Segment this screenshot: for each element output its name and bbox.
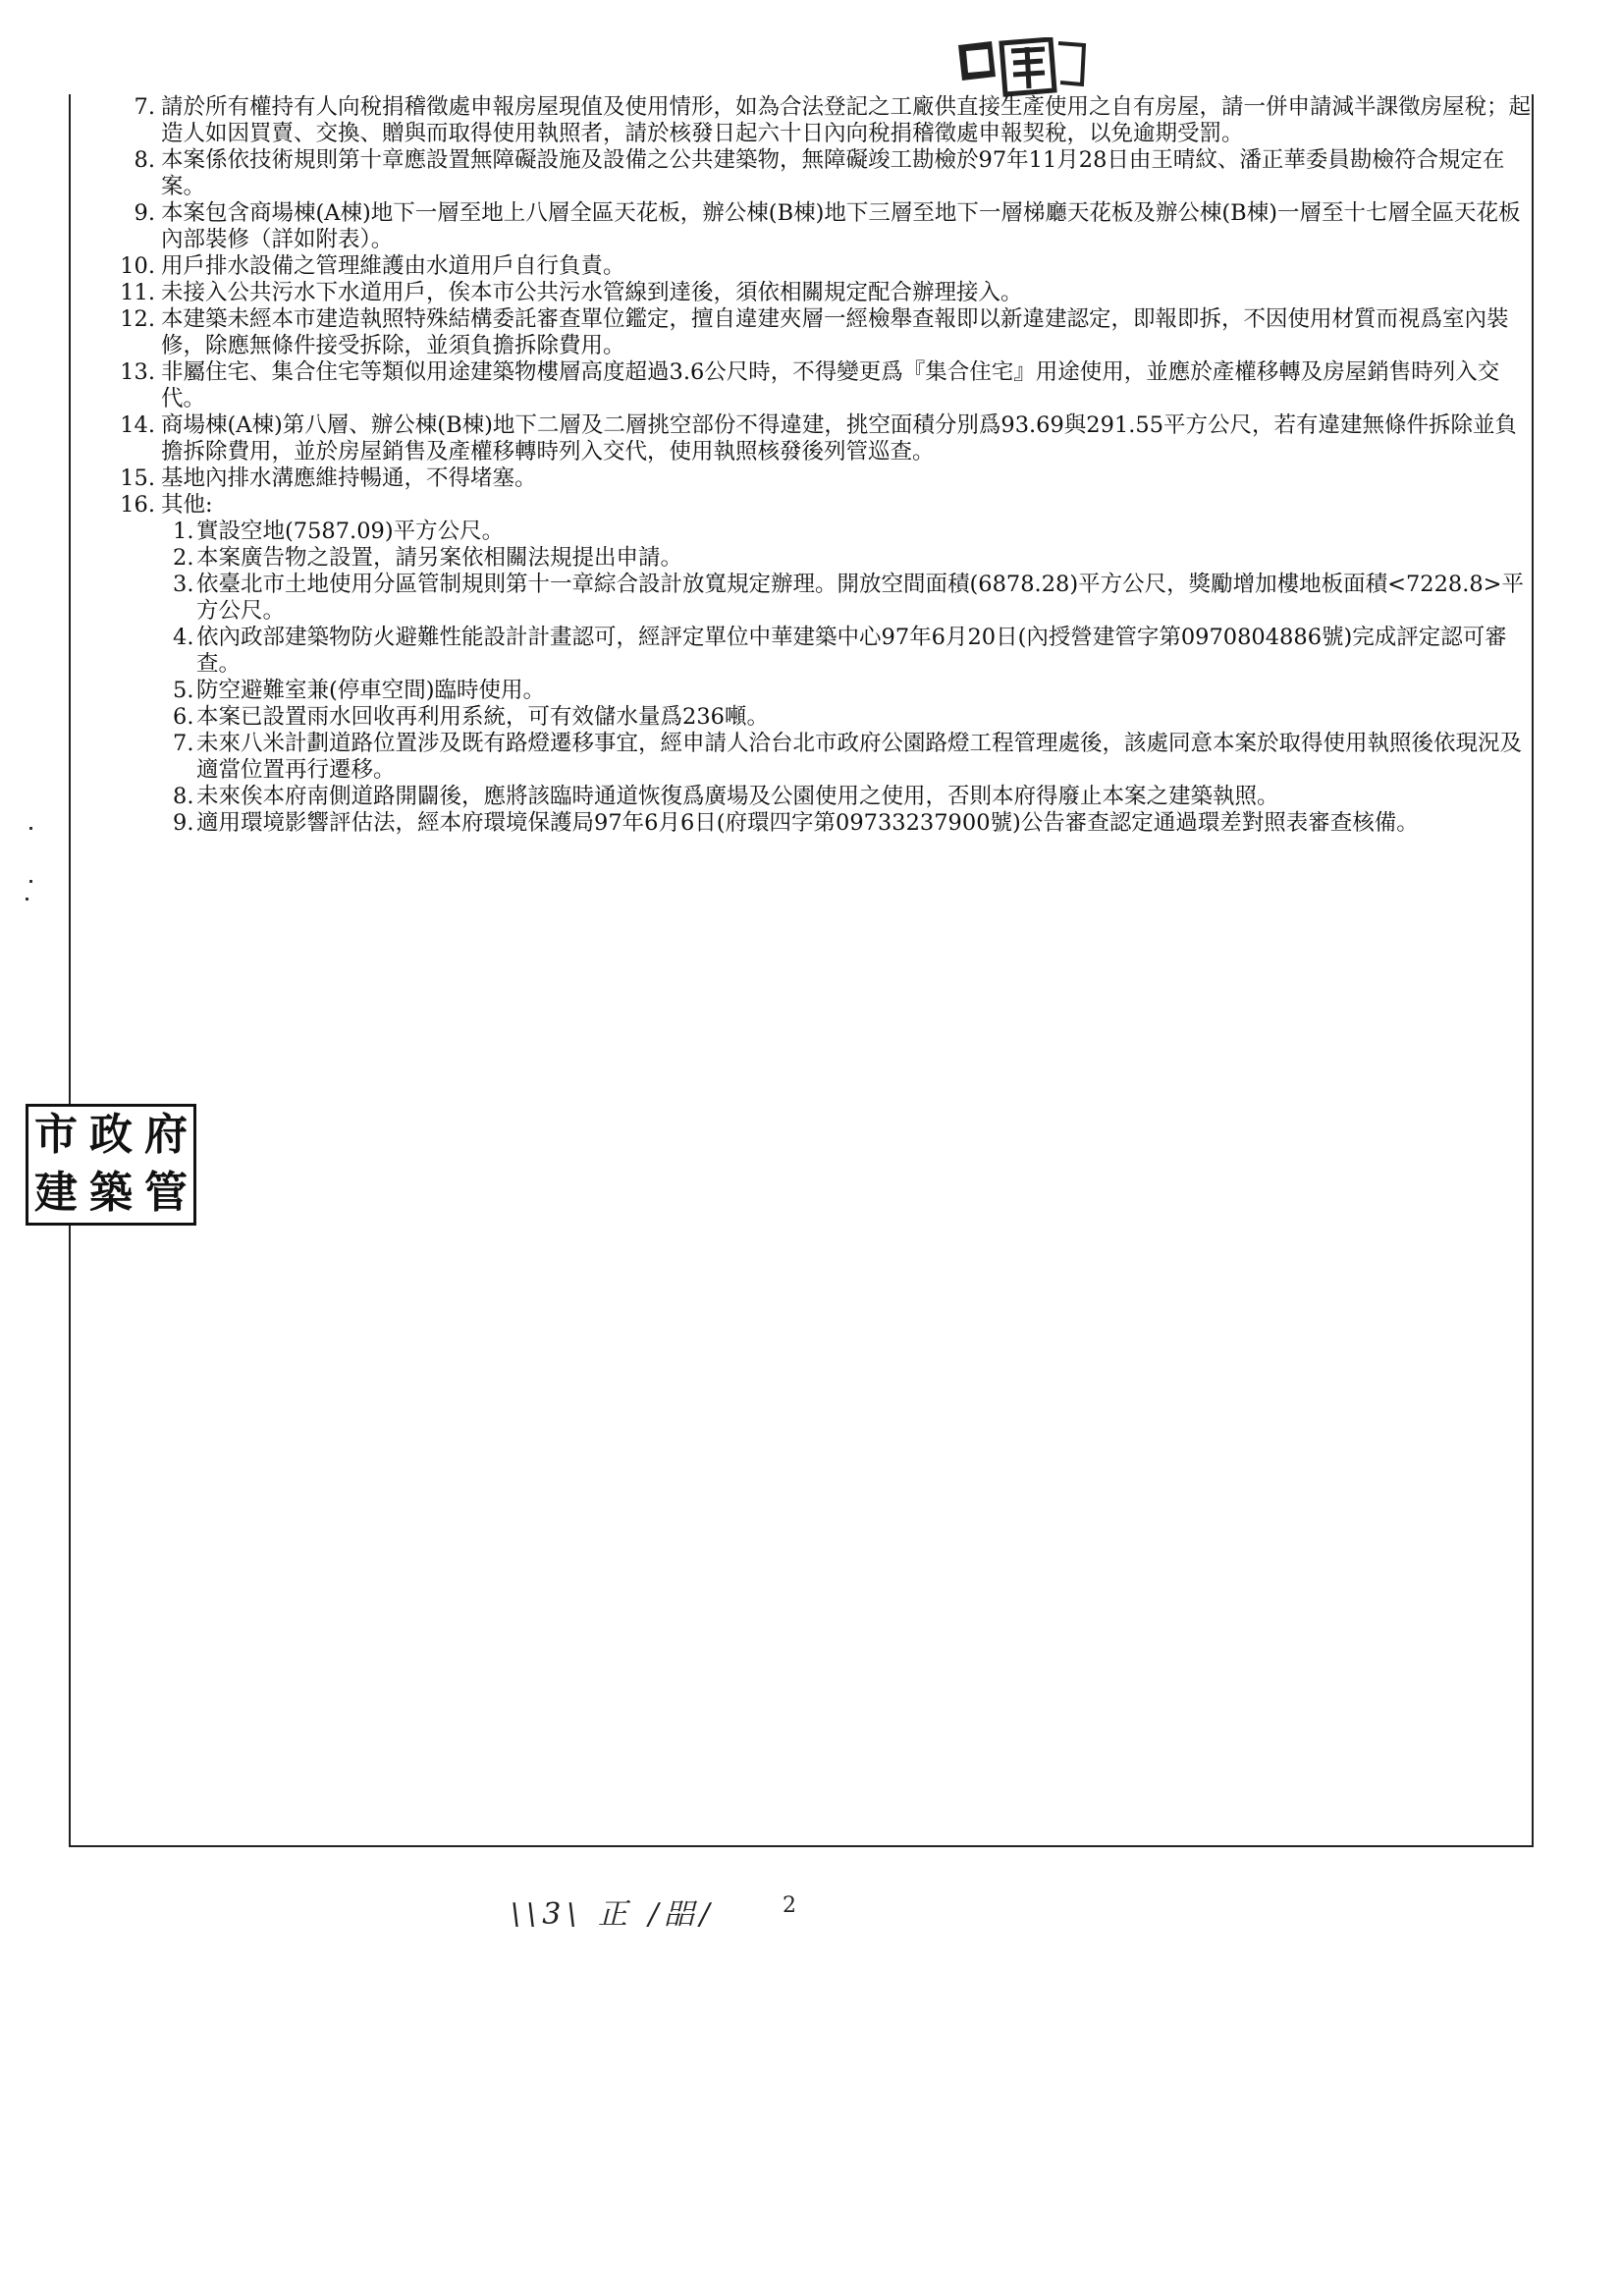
list-item: 13. 非屬住宅、集合住宅等類似用途建築物樓層高度超過3.6公尺時，不得變更爲『集合住宅』用途使用，並應於產權移轉及房屋銷售時列入交代。 <box>120 359 1500 411</box>
seal-char: 管 <box>144 1168 188 1218</box>
sub-list-item: 3. 依臺北市土地使用分區管制規則第十一章綜合設計放寬規定辦理。開放空間面積(6878.28)平方公尺，獎勵增加樓地板面積<7228.8>平方公尺。 <box>173 572 1525 624</box>
page-number: 2 <box>783 1893 796 1918</box>
sub-list-item: 9. 適用環境影響評估法，經本府環境保護局97年6月6日(府環四字第09733237900號)公告審查認定通過環差對照表審查核備。 <box>173 810 1419 836</box>
list-item: 9. 本案包含商場棟(A棟)地下一層至地上八層全區天花板，辦公棟(B棟)地下三層至地下一層梯廳天花板及辦公棟(B棟)一層至十七層全區天花板內部裝修（詳如附表）。 <box>134 200 1521 252</box>
sub-list-item: 2. 本案廣告物之設置，請另案依相關法規提出申請。 <box>173 545 683 571</box>
list-item: 16. 其他: <box>120 492 213 518</box>
seal-char: 市 <box>34 1110 78 1160</box>
official-seal <box>26 1104 196 1226</box>
sub-list-item: 4. 依內政部建築物防火避難性能設計計畫認可，經評定單位中華建築中心97年6月20日(內授營建管字第0970804886號)完成評定認可審查。 <box>173 625 1507 677</box>
list-item: 8. 本案係依技術規則第十章應設置無障礙設施及設備之公共建築物，無障礙竣工勘檢於97年11月28日由王晴紋、潘正華委員勘檢符合規定在案。 <box>134 147 1505 199</box>
list-item: 7. 請於所有權持有人向稅捐稽徵處申報房屋現值及使用情形，如為合法登記之工廠供直接生產使用之自有房屋，請一併申請減半課徵房屋稅；起造人如因買賣、交換、贈與而取得使用執照者，請於核發日起六十日內向稅捐稽徵處申報契稅，以免逾期受罰。 <box>134 94 1532 146</box>
document-body <box>118 94 1532 837</box>
seal-char: 政 <box>89 1110 133 1160</box>
sub-list-item: 7. 未來八米計劃道路位置涉及既有路燈遷移事宜，經申請人洽台北市政府公園路燈工程管理處後，該處同意本案於取得使用執照後依現況及適當位置再行遷移。 <box>173 731 1523 783</box>
sub-list-item: 8. 未來俟本府南側道路開闢後，應將該臨時通道恢復爲廣場及公園使用之使用，否則本府得廢止本案之建築執照。 <box>173 784 1279 809</box>
scan-speck <box>26 898 28 901</box>
seal-char: 築 <box>89 1168 133 1218</box>
sub-list-item: 6. 本案已設置雨水回收再利用系統，可有效儲水量爲236噸。 <box>173 704 769 730</box>
sub-list-item: 1. 實設空地(7587.09)平方公尺。 <box>173 519 505 544</box>
seal-char: 建 <box>34 1168 78 1218</box>
list-item: 14. 商場棟(A棟)第八層、辦公棟(B棟)地下二層及二層挑空部份不得違建，挑空面積分別爲93.69與291.55平方公尺，若有違建無條件拆除並負擔拆除費用，並於房屋銷售及產權移轉時列入交代，使用執照核發後列管巡查。 <box>120 412 1518 465</box>
scan-speck <box>29 827 32 830</box>
list-item: 10. 用戶排水設備之管理維護由水道用戶自行負責。 <box>120 253 625 279</box>
sub-list-item: 5. 防空避難室兼(停車空間)臨時使用。 <box>173 678 546 703</box>
seal-char: 府 <box>144 1110 188 1160</box>
scan-speck <box>29 880 32 883</box>
footer-handwritten-mark: \\3\ 正 /㗊/ <box>511 1897 716 1932</box>
list-item: 12. 本建築未經本市建造執照特殊結構委託審查單位鑑定，擅自違建夾層一經檢舉查報即以新違建認定，即報即拆，不因使用材質而視爲室內裝修，除應無條件接受拆除，並須負擔拆除費用。 <box>120 306 1509 358</box>
list-item: 11. 未接入公共污水下水道用戶，俟本市公共污水管線到達後，須依相關規定配合辦理接入。 <box>120 280 1023 305</box>
top-seal-stamp <box>952 37 1090 102</box>
list-item: 15. 基地內排水溝應維持暢通，不得堵塞。 <box>120 465 537 491</box>
